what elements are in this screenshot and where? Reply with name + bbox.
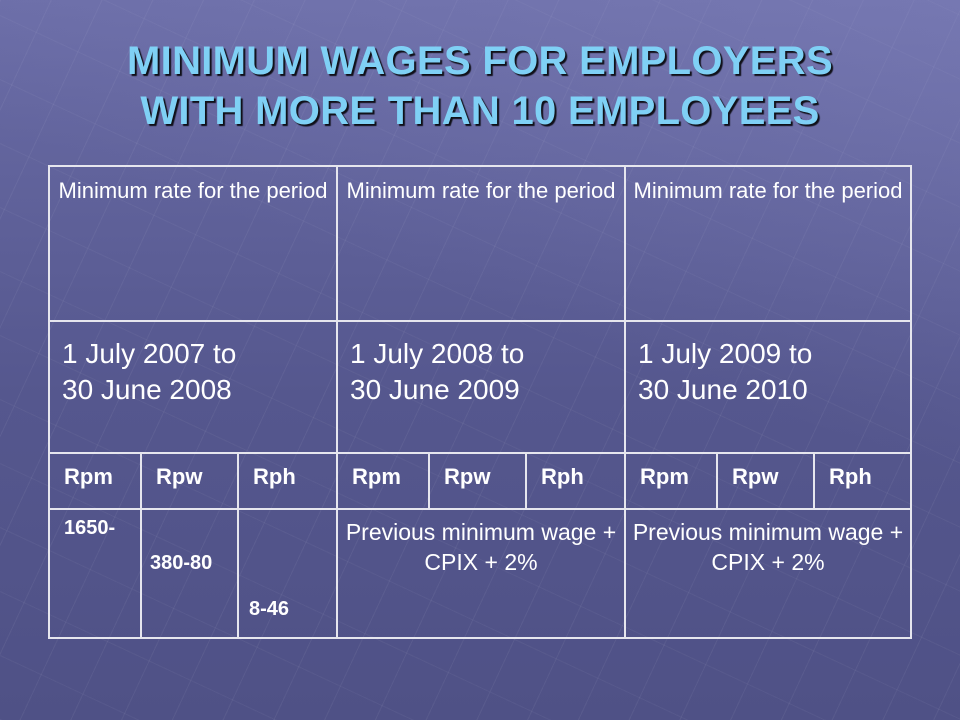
- unit-rpw-2009: Rpw: [732, 464, 779, 489]
- slide-title-line-1: MINIMUM WAGES FOR EMPLOYERS: [127, 39, 833, 83]
- formula-2008: Previous minimum wage + CPIX + 2%: [345, 519, 617, 575]
- formula-cell-2008: [338, 510, 624, 637]
- header-text-3: Minimum rate for the period: [633, 178, 903, 203]
- header-text-1: Minimum rate for the period: [58, 178, 328, 203]
- unit-rpw-2007: Rpw: [156, 464, 203, 489]
- unit-rpw-2008: Rpw: [444, 464, 491, 489]
- formula-cell-2009: [626, 510, 910, 637]
- formula-2009: Previous minimum wage + CPIX + 2%: [632, 519, 904, 575]
- unit-rph-2009: Rph: [829, 464, 872, 489]
- unit-rph-2008: Rph: [541, 464, 584, 489]
- header-cell-3: [626, 167, 910, 320]
- unit-rph-2007: Rph: [253, 464, 296, 489]
- unit-rpm-2009: Rpm: [640, 464, 689, 489]
- period-2008-start: 1 July 2008 to: [350, 338, 525, 369]
- period-2008-end: 30 June 2009: [350, 374, 520, 405]
- period-2007-end: 30 June 2008: [62, 374, 232, 405]
- header-cell-1: [50, 167, 336, 320]
- slide-title-line-2: WITH MORE THAN 10 EMPLOYEES: [140, 89, 820, 133]
- period-2007-start: 1 July 2007 to: [62, 338, 237, 369]
- unit-rpm-2008: Rpm: [352, 464, 401, 489]
- period-cell-2007: [50, 322, 336, 452]
- unit-rpm-2007: Rpm: [64, 464, 113, 489]
- value-rpw-2007: 380-80: [150, 552, 213, 574]
- period-cell-2008: [338, 322, 624, 452]
- header-cell-2: [338, 167, 624, 320]
- value-rph-2007: 8-46: [249, 598, 290, 620]
- period-cell-2009: [626, 322, 910, 452]
- value-rpm-2007: 1650-: [64, 517, 116, 539]
- period-2009-start: 1 July 2009 to: [638, 338, 813, 369]
- period-2009-end: 30 June 2010: [638, 374, 808, 405]
- minimum-wage-table: [48, 165, 912, 639]
- header-text-2: Minimum rate for the period: [346, 178, 616, 203]
- slide-title: [0, 36, 960, 136]
